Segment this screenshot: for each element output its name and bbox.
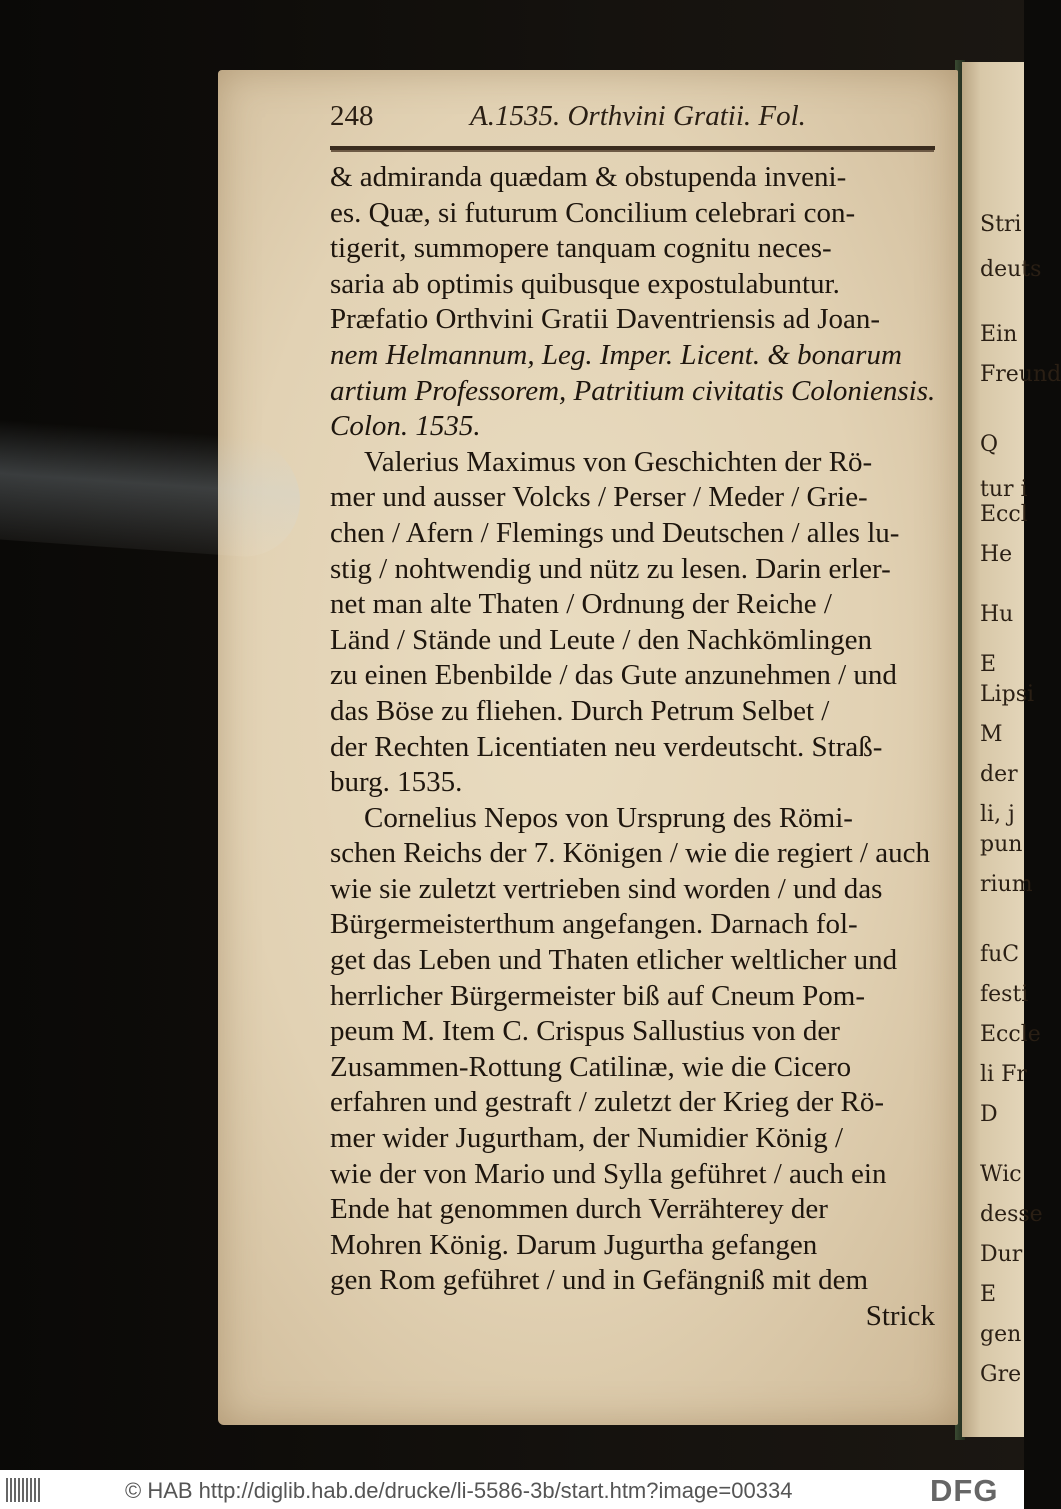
text-line: & admiranda quædam & obstupenda inveni- (330, 161, 847, 193)
running-head: A.1535. Orthvini Gratii. Fol. (470, 100, 806, 132)
text-line: artium Professorem, Patritium civitatis Coloniensis. (330, 374, 936, 407)
page-body (330, 160, 935, 1335)
facing-page-fragment: Q (980, 432, 999, 457)
text-line: Præfatio Orthvini Gratii Daventriensis ad Joan- (330, 303, 881, 336)
facing-page-fragment: Freund (980, 362, 1061, 387)
text-line: herrlicher Bürgermeister biß auf Cneum Pom- (330, 979, 866, 1012)
page-header (330, 100, 930, 140)
text-line: Colon. 1535. (330, 410, 481, 443)
facing-page-fragment: Lipsi (980, 682, 1035, 707)
barcode-icon (6, 1478, 42, 1502)
text-line: erfahren und gestraft / zuletzt der Krieg der Rö- (330, 1086, 884, 1119)
facing-page-fragment: festi (980, 982, 1029, 1007)
text-line: das Böse zu fliehen. Durch Petrum Selbet / (330, 694, 830, 727)
text-line: Valerius Maximus von Geschichten der Rö- (364, 445, 873, 478)
facing-page (962, 62, 1061, 1437)
facing-page-fragment: deuts (980, 257, 1042, 282)
facing-page-fragment: Wic (980, 1162, 1022, 1187)
text-line: gen Rom geführet / und in Gefängniß mit dem (330, 1264, 869, 1297)
facing-page-fragment: gen (980, 1322, 1022, 1347)
text-line: mer und ausser Volcks / Perser / Meder / Grie- (330, 481, 868, 514)
facing-page-fragment: E (980, 652, 997, 677)
facing-page-fragment: pun (980, 832, 1023, 857)
facing-page-fragment: der (980, 762, 1018, 787)
facing-page-fragment: fuC (980, 942, 1020, 967)
facing-page-fragment: li Fr (980, 1062, 1027, 1087)
text-line: burg. 1535. (330, 766, 463, 799)
facing-page-fragment: Stri (980, 212, 1022, 237)
text-line: schen Reichs der 7. Königen / wie die regiert / auch (330, 837, 930, 870)
text-line: net man alte Thaten / Ordnung der Reiche / (330, 588, 832, 621)
facing-page-fragment: E (980, 1282, 997, 1307)
page-number: 248 (330, 100, 374, 132)
light-glare (0, 420, 300, 561)
text-line: tigerit, summopere tanquam cognitu neces- (330, 232, 832, 265)
catchword: Strick (865, 1300, 935, 1332)
facing-page-fragment: li, j (980, 802, 1015, 827)
facing-page-fragment: rium (980, 872, 1033, 897)
dfg-logo: DFG (930, 1473, 999, 1508)
text-line: nem Helmannum, Leg. Imper. Licent. & bonarum (330, 338, 902, 371)
text-line: wie sie zuletzt vertrieben sind worden / und das (330, 872, 883, 905)
text-line: saria ab optimis quibusque expostulabuntur. (330, 267, 840, 300)
text-line: Bürgermeisterthum angefangen. Darnach fol- (330, 908, 858, 941)
text-line: der Rechten Licentiaten neu verdeutscht. Straß- (330, 730, 883, 763)
facing-page-fragment: Ein (980, 322, 1018, 347)
text-line: mer wider Jugurtham, der Numidier König / (330, 1122, 844, 1155)
text-line: zu einen Ebenbilde / das Gute anzunehmen / und (330, 659, 897, 692)
facing-page-fragment: Gre (980, 1362, 1022, 1387)
text-line: stig / nohtwendig und nütz zu lesen. Darin erler- (330, 552, 891, 585)
text-line: chen / Afern / Flemings und Deutschen / alles lu- (330, 516, 900, 549)
header-rule (330, 146, 935, 150)
source-credit-link[interactable]: © HAB http://diglib.hab.de/drucke/li-5586-3b/start.htm?image=00334 (125, 1478, 793, 1503)
facing-page-fragment: D (980, 1102, 998, 1127)
text-line: Ende hat genommen durch Verrähterey der (330, 1193, 828, 1226)
facing-page-fragment: Eccl (980, 502, 1028, 527)
text-line: es. Quæ, si futurum Concilium celebrari con- (330, 196, 856, 229)
facing-page-fragment: Hu (980, 602, 1014, 627)
facing-page-fragment: Dur (980, 1242, 1023, 1267)
text-line: Zusammen-Rottung Catilinæ, wie die Cicero (330, 1050, 852, 1083)
facing-page-fragment: Eccle (980, 1022, 1041, 1047)
viewer-footer (0, 1470, 1024, 1509)
text-line: get das Leben und Thaten etlicher weltlicher und (330, 944, 898, 977)
facing-page-fragment: desse (980, 1202, 1043, 1227)
text-line: Cornelius Nepos von Ursprung des Römi- (364, 801, 853, 834)
text-line: peum M. Item C. Crispus Sallustius von der (330, 1015, 840, 1048)
text-line: Länd / Stände und Leute / den Nachkömlingen (330, 623, 872, 656)
facing-page-fragment: He (980, 542, 1013, 567)
text-line: Mohren König. Darum Jugurtha gefangen (330, 1228, 818, 1261)
facing-page-fragment: tur i (980, 477, 1028, 502)
facing-page-fragment: M (980, 722, 1003, 747)
text-line: wie der von Mario und Sylla geführet / auch ein (330, 1157, 887, 1190)
